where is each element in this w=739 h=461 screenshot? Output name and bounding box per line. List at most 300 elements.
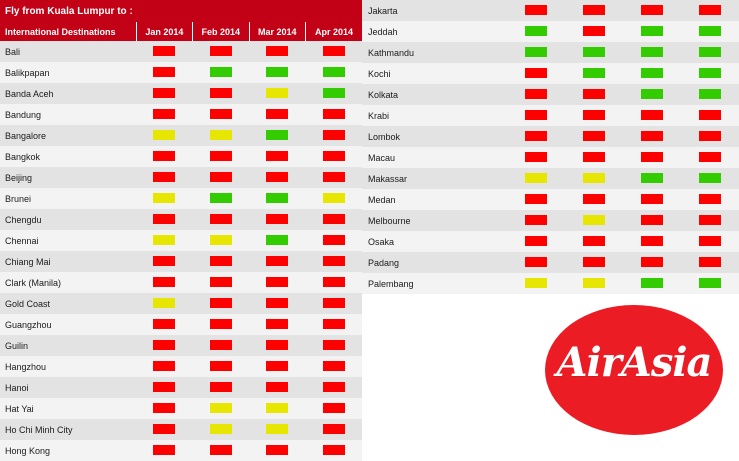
table-row bbox=[0, 440, 362, 461]
table-row bbox=[0, 104, 362, 125]
fare-status-cell[interactable] bbox=[623, 105, 681, 126]
fare-status-cell[interactable] bbox=[136, 419, 192, 440]
status-badge bbox=[153, 277, 175, 287]
status-badge bbox=[266, 151, 288, 161]
status-badge bbox=[266, 445, 288, 455]
fare-status-cell[interactable] bbox=[623, 147, 681, 168]
status-badge bbox=[641, 152, 663, 162]
table-row bbox=[0, 146, 362, 167]
status-badge bbox=[699, 131, 721, 141]
status-badge bbox=[210, 277, 232, 287]
column-header-destinations: International Destinations bbox=[0, 22, 136, 41]
status-badge bbox=[153, 88, 175, 98]
fare-status-cell[interactable] bbox=[565, 21, 623, 42]
fare-status-cell[interactable] bbox=[193, 440, 249, 461]
status-badge bbox=[641, 110, 663, 120]
fare-status-cell[interactable] bbox=[136, 41, 192, 62]
fare-status-cell[interactable] bbox=[249, 251, 305, 272]
destination-label: Macau bbox=[362, 147, 507, 168]
table-row bbox=[362, 252, 739, 273]
status-badge bbox=[210, 88, 232, 98]
fare-status-cell[interactable] bbox=[249, 104, 305, 125]
status-badge bbox=[266, 340, 288, 350]
status-badge bbox=[153, 424, 175, 434]
status-badge bbox=[641, 236, 663, 246]
destination-label: Hanoi bbox=[0, 377, 136, 398]
fare-status-cell[interactable] bbox=[681, 84, 739, 105]
fare-status-cell[interactable] bbox=[249, 377, 305, 398]
fare-status-cell[interactable] bbox=[305, 440, 362, 461]
status-badge bbox=[266, 67, 288, 77]
status-badge bbox=[641, 47, 663, 57]
fare-status-cell[interactable] bbox=[305, 167, 362, 188]
fare-status-cell[interactable] bbox=[681, 210, 739, 231]
status-badge bbox=[323, 88, 345, 98]
fare-status-cell[interactable] bbox=[136, 104, 192, 125]
status-badge bbox=[525, 89, 547, 99]
status-badge bbox=[266, 403, 288, 413]
status-badge bbox=[641, 89, 663, 99]
fare-status-cell[interactable] bbox=[249, 125, 305, 146]
fare-status-cell[interactable] bbox=[565, 168, 623, 189]
fare-status-cell[interactable] bbox=[136, 356, 192, 377]
table-row bbox=[0, 293, 362, 314]
destination-label: Melbourne bbox=[362, 210, 507, 231]
status-badge bbox=[323, 445, 345, 455]
fare-status-cell[interactable] bbox=[507, 0, 565, 21]
fare-status-cell[interactable] bbox=[249, 398, 305, 419]
destination-label: Lombok bbox=[362, 126, 507, 147]
fare-status-cell[interactable] bbox=[565, 0, 623, 21]
fare-status-cell[interactable] bbox=[623, 126, 681, 147]
status-badge bbox=[641, 257, 663, 267]
fare-status-cell[interactable] bbox=[565, 273, 623, 294]
status-badge bbox=[323, 193, 345, 203]
status-badge bbox=[210, 172, 232, 182]
table-row bbox=[0, 335, 362, 356]
fare-status-cell[interactable] bbox=[193, 83, 249, 104]
status-badge bbox=[583, 110, 605, 120]
status-badge bbox=[323, 214, 345, 224]
status-badge bbox=[323, 277, 345, 287]
fare-status-cell[interactable] bbox=[249, 83, 305, 104]
table-row bbox=[362, 273, 739, 294]
status-badge bbox=[525, 257, 547, 267]
status-badge bbox=[699, 26, 721, 36]
status-badge bbox=[641, 5, 663, 15]
fare-status-cell[interactable] bbox=[681, 63, 739, 84]
fare-status-cell[interactable] bbox=[565, 63, 623, 84]
status-badge bbox=[525, 26, 547, 36]
fare-status-cell[interactable] bbox=[249, 62, 305, 83]
status-badge bbox=[525, 152, 547, 162]
fare-status-cell[interactable] bbox=[565, 231, 623, 252]
table-row bbox=[0, 419, 362, 440]
destination-label: Guangzhou bbox=[0, 314, 136, 335]
fare-status-cell[interactable] bbox=[507, 147, 565, 168]
fare-status-cell[interactable] bbox=[507, 63, 565, 84]
fare-status-cell[interactable] bbox=[249, 356, 305, 377]
destination-label: Medan bbox=[362, 189, 507, 210]
status-badge bbox=[583, 68, 605, 78]
status-badge bbox=[153, 256, 175, 266]
table-row bbox=[0, 272, 362, 293]
fare-status-cell[interactable] bbox=[507, 21, 565, 42]
fare-status-cell[interactable] bbox=[623, 168, 681, 189]
fare-status-cell[interactable] bbox=[565, 210, 623, 231]
table-row bbox=[0, 62, 362, 83]
fare-status-cell[interactable] bbox=[249, 314, 305, 335]
fare-status-cell[interactable] bbox=[681, 42, 739, 63]
status-badge bbox=[583, 173, 605, 183]
status-badge bbox=[210, 298, 232, 308]
fare-status-cell[interactable] bbox=[305, 209, 362, 230]
status-badge bbox=[323, 424, 345, 434]
status-badge bbox=[153, 214, 175, 224]
destination-label: Jakarta bbox=[362, 0, 507, 21]
status-badge bbox=[266, 88, 288, 98]
fare-status-cell[interactable] bbox=[193, 125, 249, 146]
fare-status-cell[interactable] bbox=[193, 209, 249, 230]
fare-status-cell[interactable] bbox=[623, 21, 681, 42]
fare-status-cell[interactable] bbox=[193, 356, 249, 377]
destination-label: Chengdu bbox=[0, 209, 136, 230]
status-badge bbox=[699, 68, 721, 78]
fare-status-cell[interactable] bbox=[507, 210, 565, 231]
fare-status-cell[interactable] bbox=[136, 125, 192, 146]
status-badge bbox=[323, 403, 345, 413]
fare-status-cell[interactable] bbox=[681, 126, 739, 147]
status-badge bbox=[583, 278, 605, 288]
column-header-month-2[interactable]: Mar 2014 bbox=[249, 22, 305, 41]
fare-status-cell[interactable] bbox=[136, 83, 192, 104]
table-row bbox=[0, 167, 362, 188]
left-destinations-panel bbox=[0, 0, 362, 461]
fare-status-cell[interactable] bbox=[623, 210, 681, 231]
status-badge bbox=[583, 152, 605, 162]
table-row bbox=[362, 168, 739, 189]
status-badge bbox=[266, 256, 288, 266]
status-badge bbox=[641, 68, 663, 78]
table-row bbox=[0, 356, 362, 377]
fare-status-cell[interactable] bbox=[623, 84, 681, 105]
fare-status-cell[interactable] bbox=[305, 104, 362, 125]
status-badge bbox=[525, 110, 547, 120]
fare-status-cell[interactable] bbox=[136, 440, 192, 461]
fare-status-cell[interactable] bbox=[305, 272, 362, 293]
fare-status-cell[interactable] bbox=[193, 41, 249, 62]
fare-status-cell[interactable] bbox=[623, 273, 681, 294]
right-destinations-table bbox=[362, 0, 739, 294]
airasia-logo-text: AirAsia bbox=[556, 339, 712, 386]
table-row bbox=[0, 41, 362, 62]
fare-status-cell[interactable] bbox=[136, 398, 192, 419]
destination-label: Bangalore bbox=[0, 125, 136, 146]
destination-label: Balikpapan bbox=[0, 62, 136, 83]
status-badge bbox=[699, 110, 721, 120]
status-badge bbox=[323, 46, 345, 56]
status-badge bbox=[525, 47, 547, 57]
destination-label: Krabi bbox=[362, 105, 507, 126]
status-badge bbox=[323, 67, 345, 77]
fare-status-cell[interactable] bbox=[623, 63, 681, 84]
status-badge bbox=[583, 89, 605, 99]
fare-status-cell[interactable] bbox=[305, 335, 362, 356]
fare-status-cell[interactable] bbox=[305, 125, 362, 146]
fare-status-cell[interactable] bbox=[565, 105, 623, 126]
fare-status-cell[interactable] bbox=[249, 335, 305, 356]
status-badge bbox=[266, 424, 288, 434]
fare-status-cell[interactable] bbox=[193, 293, 249, 314]
status-badge bbox=[699, 278, 721, 288]
fare-status-cell[interactable] bbox=[507, 105, 565, 126]
status-badge bbox=[210, 235, 232, 245]
fare-status-cell[interactable] bbox=[565, 189, 623, 210]
fare-status-cell[interactable] bbox=[249, 293, 305, 314]
fare-status-cell[interactable] bbox=[193, 398, 249, 419]
table-row bbox=[362, 84, 739, 105]
destination-label: Kathmandu bbox=[362, 42, 507, 63]
status-badge bbox=[583, 131, 605, 141]
fare-status-cell[interactable] bbox=[507, 168, 565, 189]
left-destinations-table bbox=[0, 0, 362, 461]
fare-status-cell[interactable] bbox=[193, 419, 249, 440]
destination-label: Chennai bbox=[0, 230, 136, 251]
status-badge bbox=[153, 445, 175, 455]
fare-status-cell[interactable] bbox=[565, 147, 623, 168]
fare-status-cell[interactable] bbox=[136, 188, 192, 209]
status-badge bbox=[210, 319, 232, 329]
fare-status-cell[interactable] bbox=[193, 62, 249, 83]
status-badge bbox=[323, 172, 345, 182]
destination-label: Makassar bbox=[362, 168, 507, 189]
fare-status-cell[interactable] bbox=[681, 168, 739, 189]
status-badge bbox=[525, 173, 547, 183]
fare-status-cell[interactable] bbox=[565, 252, 623, 273]
fare-status-cell[interactable] bbox=[305, 83, 362, 104]
table-row bbox=[0, 377, 362, 398]
status-badge bbox=[266, 193, 288, 203]
fare-status-cell[interactable] bbox=[681, 21, 739, 42]
fare-status-cell[interactable] bbox=[249, 146, 305, 167]
fare-status-cell[interactable] bbox=[249, 209, 305, 230]
fare-status-cell[interactable] bbox=[136, 272, 192, 293]
fare-status-cell[interactable] bbox=[681, 231, 739, 252]
table-row bbox=[0, 230, 362, 251]
status-badge bbox=[323, 382, 345, 392]
status-badge bbox=[266, 361, 288, 371]
fare-status-cell[interactable] bbox=[193, 230, 249, 251]
fare-status-cell[interactable] bbox=[507, 273, 565, 294]
status-badge bbox=[266, 298, 288, 308]
status-badge bbox=[153, 298, 175, 308]
destination-label: Ho Chi Minh City bbox=[0, 419, 136, 440]
destination-label: Bali bbox=[0, 41, 136, 62]
status-badge bbox=[583, 215, 605, 225]
status-badge bbox=[525, 278, 547, 288]
table-row bbox=[0, 398, 362, 419]
table-row bbox=[362, 147, 739, 168]
fare-status-cell[interactable] bbox=[305, 356, 362, 377]
fare-status-cell[interactable] bbox=[623, 189, 681, 210]
fare-status-cell[interactable] bbox=[507, 84, 565, 105]
destination-label: Hangzhou bbox=[0, 356, 136, 377]
status-badge bbox=[266, 109, 288, 119]
fare-status-cell[interactable] bbox=[507, 252, 565, 273]
fare-status-cell[interactable] bbox=[136, 314, 192, 335]
fare-status-cell[interactable] bbox=[193, 146, 249, 167]
status-badge bbox=[153, 46, 175, 56]
status-badge bbox=[266, 319, 288, 329]
status-badge bbox=[153, 109, 175, 119]
fare-status-cell[interactable] bbox=[681, 189, 739, 210]
status-badge bbox=[266, 214, 288, 224]
table-row bbox=[362, 63, 739, 84]
status-badge bbox=[153, 403, 175, 413]
fare-status-cell[interactable] bbox=[136, 293, 192, 314]
status-badge bbox=[641, 194, 663, 204]
fare-status-cell[interactable] bbox=[136, 209, 192, 230]
status-badge bbox=[210, 382, 232, 392]
fare-status-cell[interactable] bbox=[681, 147, 739, 168]
fare-status-cell[interactable] bbox=[623, 42, 681, 63]
status-badge bbox=[699, 194, 721, 204]
status-badge bbox=[266, 172, 288, 182]
status-badge bbox=[583, 47, 605, 57]
fare-status-cell[interactable] bbox=[305, 314, 362, 335]
fare-status-cell[interactable] bbox=[249, 440, 305, 461]
status-badge bbox=[583, 26, 605, 36]
fare-status-cell[interactable] bbox=[305, 419, 362, 440]
fare-status-cell[interactable] bbox=[305, 377, 362, 398]
status-badge bbox=[210, 256, 232, 266]
column-header-month-0[interactable]: Jan 2014 bbox=[136, 22, 192, 41]
fare-status-cell[interactable] bbox=[305, 230, 362, 251]
fare-status-cell[interactable] bbox=[193, 272, 249, 293]
fare-status-cell[interactable] bbox=[305, 398, 362, 419]
status-badge bbox=[583, 194, 605, 204]
fare-status-cell[interactable] bbox=[565, 42, 623, 63]
table-row bbox=[0, 188, 362, 209]
fare-status-cell[interactable] bbox=[136, 230, 192, 251]
fare-status-cell[interactable] bbox=[305, 41, 362, 62]
fare-status-cell[interactable] bbox=[681, 273, 739, 294]
table-row bbox=[0, 83, 362, 104]
left-table-body bbox=[0, 41, 362, 461]
status-badge bbox=[153, 361, 175, 371]
status-badge bbox=[153, 130, 175, 140]
status-badge bbox=[210, 109, 232, 119]
fare-status-cell[interactable] bbox=[305, 251, 362, 272]
fare-status-cell[interactable] bbox=[249, 272, 305, 293]
status-badge bbox=[583, 257, 605, 267]
status-badge bbox=[153, 235, 175, 245]
fare-status-cell[interactable] bbox=[193, 251, 249, 272]
fare-status-cell[interactable] bbox=[249, 167, 305, 188]
fare-status-cell[interactable] bbox=[565, 84, 623, 105]
fare-status-cell[interactable] bbox=[249, 419, 305, 440]
fare-status-cell[interactable] bbox=[507, 42, 565, 63]
status-badge bbox=[153, 340, 175, 350]
status-badge bbox=[641, 173, 663, 183]
status-badge bbox=[323, 361, 345, 371]
fare-status-cell[interactable] bbox=[136, 62, 192, 83]
fare-status-cell[interactable] bbox=[623, 0, 681, 21]
status-badge bbox=[323, 130, 345, 140]
fare-status-cell[interactable] bbox=[249, 188, 305, 209]
fare-status-cell[interactable] bbox=[623, 231, 681, 252]
fare-status-cell[interactable] bbox=[305, 146, 362, 167]
fare-status-cell[interactable] bbox=[623, 252, 681, 273]
status-badge bbox=[525, 5, 547, 15]
fare-status-cell[interactable] bbox=[507, 126, 565, 147]
status-badge bbox=[641, 215, 663, 225]
column-header-month-1[interactable]: Feb 2014 bbox=[193, 22, 249, 41]
status-badge bbox=[641, 278, 663, 288]
table-row bbox=[0, 209, 362, 230]
fare-status-cell[interactable] bbox=[681, 252, 739, 273]
fare-status-cell[interactable] bbox=[507, 231, 565, 252]
fare-status-cell[interactable] bbox=[305, 293, 362, 314]
status-badge bbox=[583, 5, 605, 15]
destination-label: Brunei bbox=[0, 188, 136, 209]
fare-status-cell[interactable] bbox=[305, 188, 362, 209]
fare-status-cell[interactable] bbox=[136, 335, 192, 356]
fare-status-cell[interactable] bbox=[193, 104, 249, 125]
fare-status-cell[interactable] bbox=[249, 41, 305, 62]
fare-status-cell[interactable] bbox=[136, 167, 192, 188]
airasia-logo bbox=[545, 305, 723, 435]
table-row bbox=[362, 21, 739, 42]
fare-status-cell[interactable] bbox=[193, 167, 249, 188]
destination-label: Kolkata bbox=[362, 84, 507, 105]
fare-status-cell[interactable] bbox=[136, 146, 192, 167]
status-badge bbox=[266, 277, 288, 287]
status-badge bbox=[266, 382, 288, 392]
destination-label: Kochi bbox=[362, 63, 507, 84]
destination-label: Banda Aceh bbox=[0, 83, 136, 104]
fare-status-cell[interactable] bbox=[193, 314, 249, 335]
fare-status-cell[interactable] bbox=[136, 377, 192, 398]
column-header-month-3[interactable]: Apr 2014 bbox=[305, 22, 362, 41]
status-badge bbox=[323, 340, 345, 350]
fare-status-cell[interactable] bbox=[193, 188, 249, 209]
table-row bbox=[362, 231, 739, 252]
status-badge bbox=[210, 445, 232, 455]
status-badge bbox=[210, 214, 232, 224]
fare-status-cell[interactable] bbox=[193, 377, 249, 398]
destination-label: Chiang Mai bbox=[0, 251, 136, 272]
fare-status-cell[interactable] bbox=[507, 189, 565, 210]
fare-status-cell[interactable] bbox=[136, 251, 192, 272]
fare-status-cell[interactable] bbox=[249, 230, 305, 251]
destination-label: Guilin bbox=[0, 335, 136, 356]
status-badge bbox=[210, 130, 232, 140]
destination-label: Beijing bbox=[0, 167, 136, 188]
fare-status-cell[interactable] bbox=[681, 105, 739, 126]
fare-status-cell[interactable] bbox=[565, 126, 623, 147]
right-destinations-panel bbox=[362, 0, 739, 294]
fare-status-cell[interactable] bbox=[681, 0, 739, 21]
status-badge bbox=[525, 236, 547, 246]
status-badge bbox=[699, 173, 721, 183]
status-badge bbox=[699, 5, 721, 15]
fare-status-cell[interactable] bbox=[305, 62, 362, 83]
column-header-row bbox=[0, 22, 362, 41]
destination-label: Palembang bbox=[362, 273, 507, 294]
table-row bbox=[362, 105, 739, 126]
fare-status-cell[interactable] bbox=[193, 335, 249, 356]
